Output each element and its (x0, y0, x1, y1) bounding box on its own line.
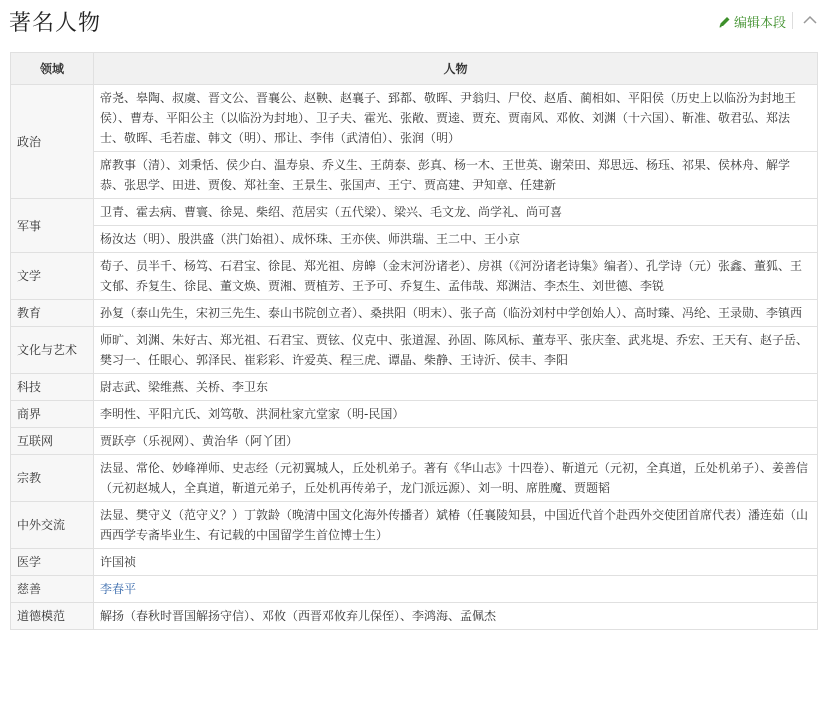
field-cell: 文化与艺术 (11, 327, 94, 374)
people-cell (94, 576, 818, 603)
table-row (11, 374, 818, 401)
field-cell: 军事 (11, 199, 94, 253)
table-row (11, 603, 818, 630)
people-text: 卫青、霍去病、曹寰、徐晃、柴绍、范居实（五代梁）、梁兴、毛文龙、尚学礼、尚可喜 (100, 205, 563, 219)
table-row (11, 428, 818, 455)
people-text: 杨汝达（明）、殷洪盛（洪门始祖）、成怀珠、王亦侠、师洪瑞、王二中、王小京 (100, 232, 521, 246)
table-header-row (11, 53, 818, 85)
people-text: 尉志武、梁维燕、关桥、李卫东 (100, 380, 269, 394)
person-link[interactable]: 李春平 (100, 582, 137, 596)
people-cell (94, 226, 818, 253)
people-text: 席教事（清）、刘秉恬、侯少白、温寿泉、乔义生、王荫泰、彭真、杨一木、王世英、谢荣田、郑思远、杨珏、祁果、侯林舟、解学恭、张思学、田进、贾俊、郑社奎、王景生、张国声、王宁、贾高建、尹知章、任建新 (100, 158, 791, 192)
table-row (11, 226, 818, 253)
people-cell (94, 603, 818, 630)
table-row (11, 300, 818, 327)
table-body (11, 85, 818, 630)
people-cell (94, 549, 818, 576)
field-cell: 政治 (11, 85, 94, 199)
table-row (11, 199, 818, 226)
people-text: 法显、常伦、妙峰禅师、史志经（元初翼城人，丘处机弟子。著有《华山志》十四卷）、靳道元（元初，全真道，丘处机弟子）、姜善信（元初赵城人，全真道，靳道元弟子，丘处机再传弟子，龙门派远源）、刘一明、席胜魔、贾题韬 (100, 461, 809, 495)
section-header (0, 0, 829, 46)
field-cell: 科技 (11, 374, 94, 401)
field-cell: 商界 (11, 401, 94, 428)
table-row (11, 455, 818, 502)
people-cell (94, 428, 818, 455)
people-text: 帝尧、皋陶、叔虞、晋文公、晋襄公、赵鞅、赵襄子、郅都、敬晖、尹翁归、尸佼、赵盾、蔺相如、平阳侯（历史上以临汾为封地王侯）、曹寿、平阳公主（以临汾为封地）、卫子夫、霍光、张敞、贾逵、贾充、贾南风、邓攸、刘渊（十六国）、靳准、敬君弘、郑法士、敬晖、毛若虚、韩文（明）、邢让、李伟（武清伯）、张润（明） (100, 91, 797, 145)
table-row (11, 327, 818, 374)
people-cell (94, 327, 818, 374)
field-cell: 道德模范 (11, 603, 94, 630)
people-text: 解扬（春秋时晋国解扬守信）、邓攸（西晋邓攸弃儿保侄）、李鸿海、孟佩杰 (100, 609, 497, 623)
people-text: 法显、樊守义（范守义？）丁敦龄（晚清中国文化海外传播者）斌椿（任襄陵知县，中国近代首个赴西外交使团首席代表）潘连茹（山西西学专斋毕业生、有记载的中国留学生首位博士生） (100, 508, 809, 542)
column-header-field: 领域 (11, 53, 94, 85)
field-cell: 医学 (11, 549, 94, 576)
field-cell: 宗教 (11, 455, 94, 502)
table-row (11, 549, 818, 576)
people-text: 许国祯 (100, 555, 137, 569)
people-text: 荀子、员半千、杨笃、石君宝、徐昆、郑光祖、房皞（金末河汾诸老）、房祺（《河汾诸老诗集》编者）、孔学诗（元）张鑫、董狐、王文郁、乔复生、徐昆、董文焕、贾湘、贾植芳、王予可、乔复生、孟伟哉、郑渊洁、李杰生、刘世德、李锐 (100, 259, 803, 293)
people-text: 贾跃亭（乐视网）、黄治华（阿丫团） (100, 434, 299, 448)
people-cell (94, 85, 818, 152)
people-cell (94, 401, 818, 428)
header-divider (792, 12, 793, 29)
table-row (11, 502, 818, 549)
people-cell (94, 374, 818, 401)
people-cell (94, 152, 818, 199)
edit-section-button[interactable] (718, 12, 786, 31)
table-row (11, 401, 818, 428)
field-cell: 教育 (11, 300, 94, 327)
people-table (10, 52, 818, 630)
field-cell: 文学 (11, 253, 94, 300)
people-cell (94, 253, 818, 300)
page-title: 著名人物 (9, 11, 102, 36)
people-cell (94, 199, 818, 226)
people-table-wrapper (10, 52, 817, 630)
table-row (11, 253, 818, 300)
people-text: 孙复（泰山先生，宋初三先生、泰山书院创立者）、桑拱阳（明末）、张子高（临汾刘村中学创始人）、高时臻、冯纶、王录勋、李镇西 (100, 306, 803, 320)
pencil-icon (718, 15, 732, 29)
table-row (11, 576, 818, 603)
people-cell (94, 455, 818, 502)
chevron-up-icon[interactable] (801, 11, 819, 29)
people-text: 李明性、平阳亢氏、刘笃敬、洪洞杜家亢堂家（明-民国） (100, 407, 405, 421)
field-cell: 互联网 (11, 428, 94, 455)
people-cell (94, 502, 818, 549)
field-cell: 慈善 (11, 576, 94, 603)
edit-section-label: 编辑本段 (734, 16, 787, 31)
table-row (11, 85, 818, 152)
people-cell (94, 300, 818, 327)
field-cell: 中外交流 (11, 502, 94, 549)
column-header-people: 人物 (94, 53, 818, 85)
table-row (11, 152, 818, 199)
people-text: 师旷、刘渊、朱好古、郑光祖、石君宝、贾铉、仪克中、张道渥、孙固、陈风标、董寿平、张庆奎、武兆堤、乔宏、王天有、赵子岳、樊习一、任眼心、郭泽民、崔彩彩、许爱英、程三虎、谭晶、柴静、王诗沂、侯丰、李阳 (100, 333, 809, 367)
